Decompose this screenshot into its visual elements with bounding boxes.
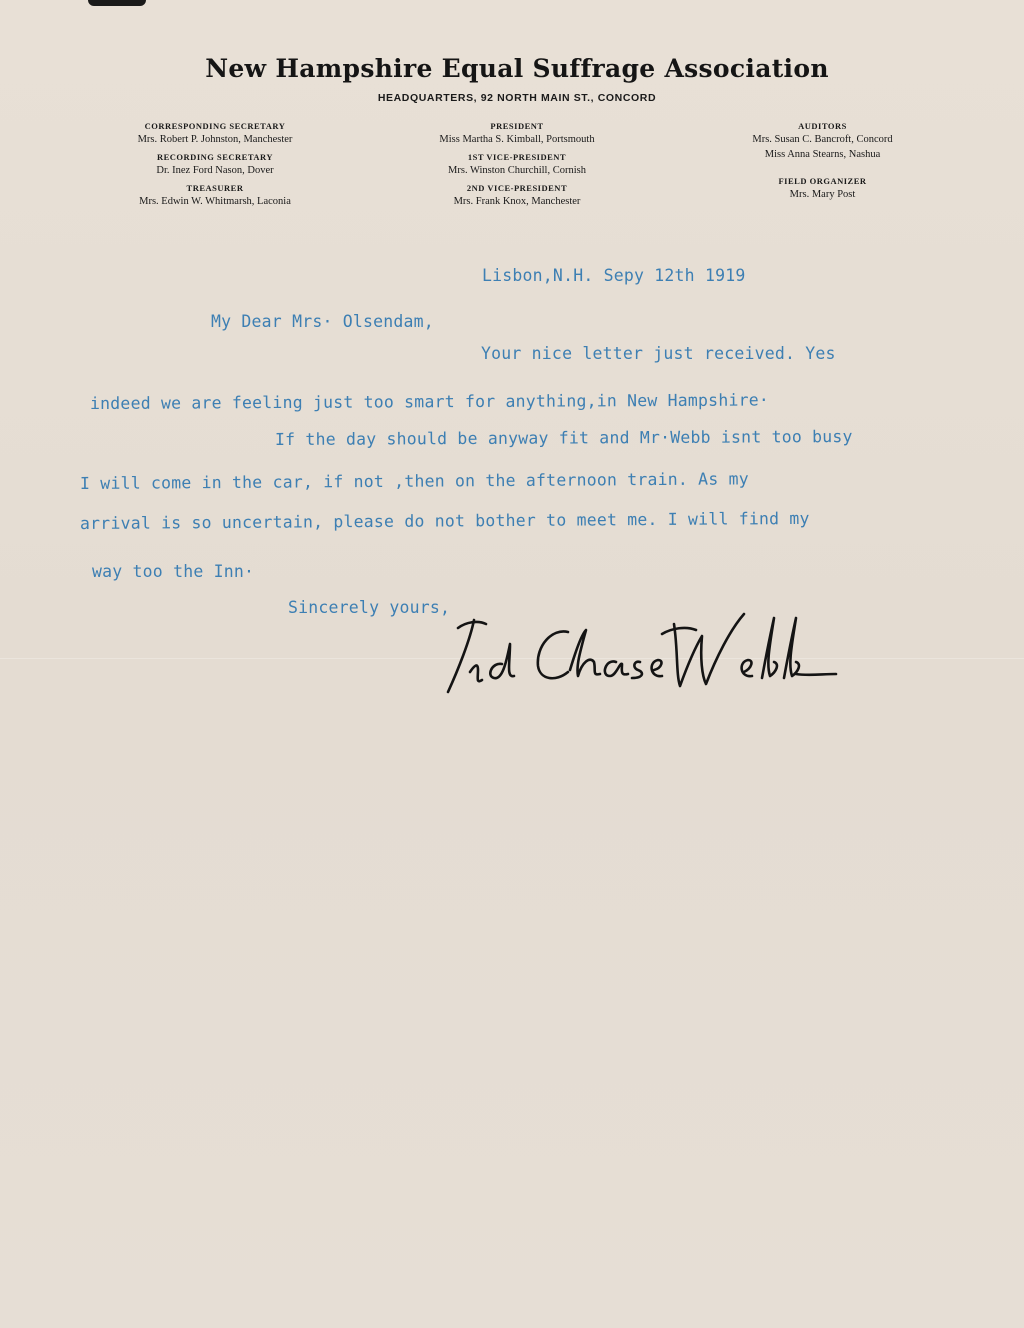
letter-closing: Sincerely yours,: [288, 598, 451, 617]
officer-name: Mrs. Susan C. Bancroft, Concord: [752, 134, 893, 145]
officer-name: Mrs. Winston Churchill, Cornish: [448, 165, 586, 176]
letter-body-line: If the day should be anyway fit and Mr·Webb isnt too busy: [274, 426, 853, 449]
officers-center-column: [392, 121, 642, 214]
letter-body-line: indeed we are feeling just too smart for anything,in New Hampshire·: [89, 390, 770, 413]
letter-place-date: Lisbon,N.H. Sepy 12th 1919: [482, 266, 746, 285]
officers-left-column: [90, 121, 340, 214]
officer-name: Dr. Inez Ford Nason, Dover: [156, 165, 274, 176]
officer-role: TREASURER: [186, 183, 244, 193]
letterhead-title: New Hampshire Equal Suffrage Association: [205, 54, 829, 83]
letter-body-line: Your nice letter just received. Yes: [481, 344, 836, 363]
officer-name: Mrs. Robert P. Johnston, Manchester: [137, 134, 293, 145]
letterhead-headquarters: HEADQUARTERS, 92 NORTH MAIN ST., CONCORD: [377, 92, 657, 104]
officer-name: Miss Martha S. Kimball, Portsmouth: [439, 134, 595, 145]
officer-name: Miss Anna Stearns, Nashua: [764, 149, 881, 160]
officer-role: 2ND VICE-PRESIDENT: [466, 183, 568, 193]
officer-role: PRESIDENT: [490, 121, 544, 131]
officer-role: 1ST VICE-PRESIDENT: [467, 152, 567, 162]
officers-right-column: [700, 121, 945, 207]
paper-corner-mark: [88, 0, 146, 6]
handwritten-signature: [440, 600, 840, 700]
letter-body-line: I will come in the car, if not ,then on the afternoon train. As my: [79, 469, 749, 493]
officer-name: Mrs. Mary Post: [789, 189, 856, 200]
letter-body-line: way too the Inn·: [92, 562, 255, 581]
letter-salutation: My Dear Mrs· Olsendam,: [211, 312, 434, 331]
officer-name: Mrs. Edwin W. Whitmarsh, Laconia: [139, 196, 291, 207]
officer-role: CORRESPONDING SECRETARY: [144, 121, 286, 131]
letter-body-line: arrival is so uncertain, please do not bother to meet me. I will find my: [79, 508, 810, 533]
officer-role: RECORDING SECRETARY: [156, 152, 273, 162]
officer-name: Mrs. Frank Knox, Manchester: [453, 196, 581, 207]
officer-role: FIELD ORGANIZER: [778, 176, 867, 186]
officer-role: AUDITORS: [798, 121, 847, 131]
